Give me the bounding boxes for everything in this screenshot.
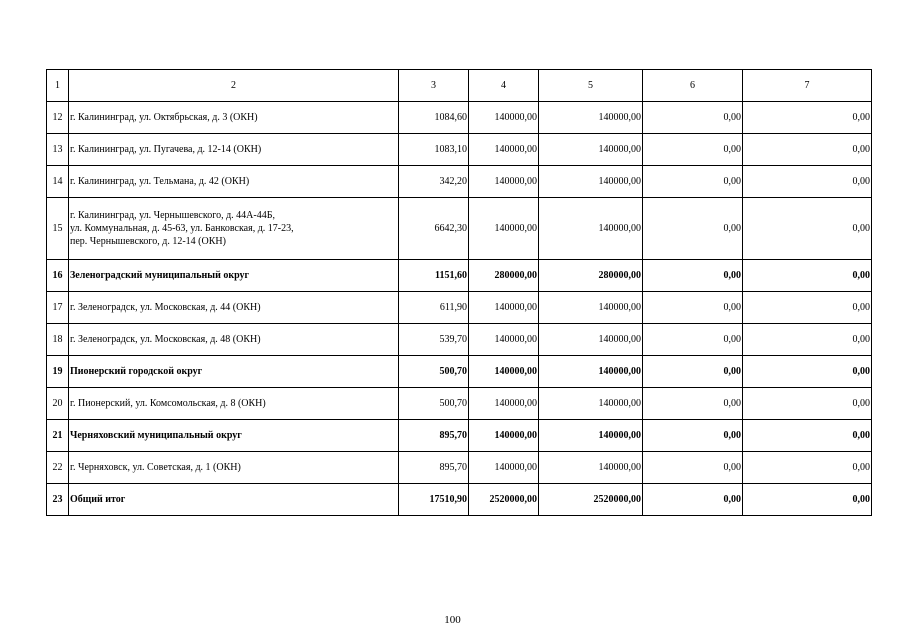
header-cell: 7	[743, 70, 872, 102]
row-number: 21	[47, 420, 69, 452]
table-row	[47, 134, 872, 166]
row-name: г. Черняховск, ул. Советская, д. 1 (ОКН)	[69, 452, 399, 484]
header-cell: 5	[539, 70, 643, 102]
value-cell-c3: 342,20	[399, 166, 469, 198]
value-cell-c3: 17510,90	[399, 484, 469, 516]
value-cell-c6: 0,00	[643, 292, 743, 324]
value-cell-c4: 140000,00	[469, 102, 539, 134]
value-cell-c6: 0,00	[643, 420, 743, 452]
table-row	[47, 260, 872, 292]
header-cell: 6	[643, 70, 743, 102]
row-name: г. Калининград, ул. Тельмана, д. 42 (ОКН)	[69, 166, 399, 198]
row-number: 15	[47, 198, 69, 260]
row-name-line: г. Калининград, ул. Чернышевского, д. 44А-44Б,	[70, 210, 275, 221]
value-cell-c7: 0,00	[743, 452, 872, 484]
value-cell-c3: 1083,10	[399, 134, 469, 166]
value-cell-c3: 500,70	[399, 388, 469, 420]
header-cell: 1	[47, 70, 69, 102]
table-row	[47, 452, 872, 484]
row-name: Общий итог	[69, 484, 399, 516]
value-cell-c6: 0,00	[643, 388, 743, 420]
row-name: г. Пионерский, ул. Комсомольская, д. 8 (ОКН)	[69, 388, 399, 420]
value-cell-c3: 6642,30	[399, 198, 469, 260]
value-cell-c5: 140000,00	[539, 356, 643, 388]
value-cell-c7: 0,00	[743, 356, 872, 388]
value-cell-c7: 0,00	[743, 198, 872, 260]
value-cell-c5: 140000,00	[539, 324, 643, 356]
row-number: 17	[47, 292, 69, 324]
value-cell-c4: 140000,00	[469, 452, 539, 484]
table-row	[47, 324, 872, 356]
value-cell-c5: 140000,00	[539, 388, 643, 420]
table-row	[47, 484, 872, 516]
value-cell-c4: 280000,00	[469, 260, 539, 292]
header-cell: 3	[399, 70, 469, 102]
row-name: Черняховский муниципальный округ	[69, 420, 399, 452]
value-cell-c5: 140000,00	[539, 292, 643, 324]
row-number: 18	[47, 324, 69, 356]
value-cell-c7: 0,00	[743, 388, 872, 420]
row-name-line: пер. Чернышевского, д. 12-14 (ОКН)	[70, 236, 226, 247]
value-cell-c7: 0,00	[743, 102, 872, 134]
table-row	[47, 388, 872, 420]
value-cell-c6: 0,00	[643, 166, 743, 198]
value-cell-c6: 0,00	[643, 198, 743, 260]
value-cell-c4: 140000,00	[469, 324, 539, 356]
value-cell-c3: 895,70	[399, 420, 469, 452]
value-cell-c3: 1084,60	[399, 102, 469, 134]
value-cell-c7: 0,00	[743, 484, 872, 516]
row-name: Пионерский городской округ	[69, 356, 399, 388]
value-cell-c6: 0,00	[643, 102, 743, 134]
table-row	[47, 166, 872, 198]
value-cell-c5: 2520000,00	[539, 484, 643, 516]
value-cell-c5: 140000,00	[539, 134, 643, 166]
value-cell-c3: 895,70	[399, 452, 469, 484]
row-number: 12	[47, 102, 69, 134]
value-cell-c4: 2520000,00	[469, 484, 539, 516]
header-row	[47, 70, 872, 102]
value-cell-c5: 280000,00	[539, 260, 643, 292]
row-number: 23	[47, 484, 69, 516]
header-cell: 4	[469, 70, 539, 102]
value-cell-c7: 0,00	[743, 420, 872, 452]
value-cell-c6: 0,00	[643, 452, 743, 484]
row-name	[69, 198, 399, 260]
row-number: 22	[47, 452, 69, 484]
value-cell-c6: 0,00	[643, 134, 743, 166]
row-number: 13	[47, 134, 69, 166]
row-number: 14	[47, 166, 69, 198]
value-cell-c4: 140000,00	[469, 166, 539, 198]
value-cell-c4: 140000,00	[469, 292, 539, 324]
value-cell-c6: 0,00	[643, 356, 743, 388]
row-name: г. Калининград, ул. Пугачева, д. 12-14 (ОКН)	[69, 134, 399, 166]
row-number: 20	[47, 388, 69, 420]
row-number: 19	[47, 356, 69, 388]
header-cell: 2	[69, 70, 399, 102]
value-cell-c6: 0,00	[643, 260, 743, 292]
value-cell-c3: 1151,60	[399, 260, 469, 292]
row-name-line: ул. Коммунальная, д. 45-63, ул. Банковская, д. 17-23,	[70, 223, 294, 234]
value-cell-c6: 0,00	[643, 484, 743, 516]
value-cell-c3: 500,70	[399, 356, 469, 388]
value-cell-c5: 140000,00	[539, 420, 643, 452]
value-cell-c5: 140000,00	[539, 198, 643, 260]
row-number: 16	[47, 260, 69, 292]
value-cell-c7: 0,00	[743, 324, 872, 356]
table-row	[47, 292, 872, 324]
value-cell-c5: 140000,00	[539, 452, 643, 484]
value-cell-c7: 0,00	[743, 166, 872, 198]
row-name: г. Зеленоградск, ул. Московская, д. 44 (ОКН)	[69, 292, 399, 324]
data-table	[46, 69, 872, 516]
value-cell-c4: 140000,00	[469, 420, 539, 452]
row-name: Зеленоградский муниципальный округ	[69, 260, 399, 292]
row-name: г. Зеленоградск, ул. Московская, д. 48 (ОКН)	[69, 324, 399, 356]
value-cell-c7: 0,00	[743, 134, 872, 166]
table-row	[47, 356, 872, 388]
table-row	[47, 420, 872, 452]
row-name: г. Калининград, ул. Октябрьская, д. 3 (ОКН)	[69, 102, 399, 134]
value-cell-c3: 611,90	[399, 292, 469, 324]
value-cell-c4: 140000,00	[469, 198, 539, 260]
table-row	[47, 102, 872, 134]
value-cell-c3: 539,70	[399, 324, 469, 356]
value-cell-c7: 0,00	[743, 260, 872, 292]
value-cell-c7: 0,00	[743, 292, 872, 324]
value-cell-c5: 140000,00	[539, 102, 643, 134]
value-cell-c4: 140000,00	[469, 356, 539, 388]
page-number: 100	[444, 614, 461, 626]
value-cell-c6: 0,00	[643, 324, 743, 356]
table-row	[47, 198, 872, 260]
value-cell-c5: 140000,00	[539, 166, 643, 198]
value-cell-c4: 140000,00	[469, 134, 539, 166]
value-cell-c4: 140000,00	[469, 388, 539, 420]
